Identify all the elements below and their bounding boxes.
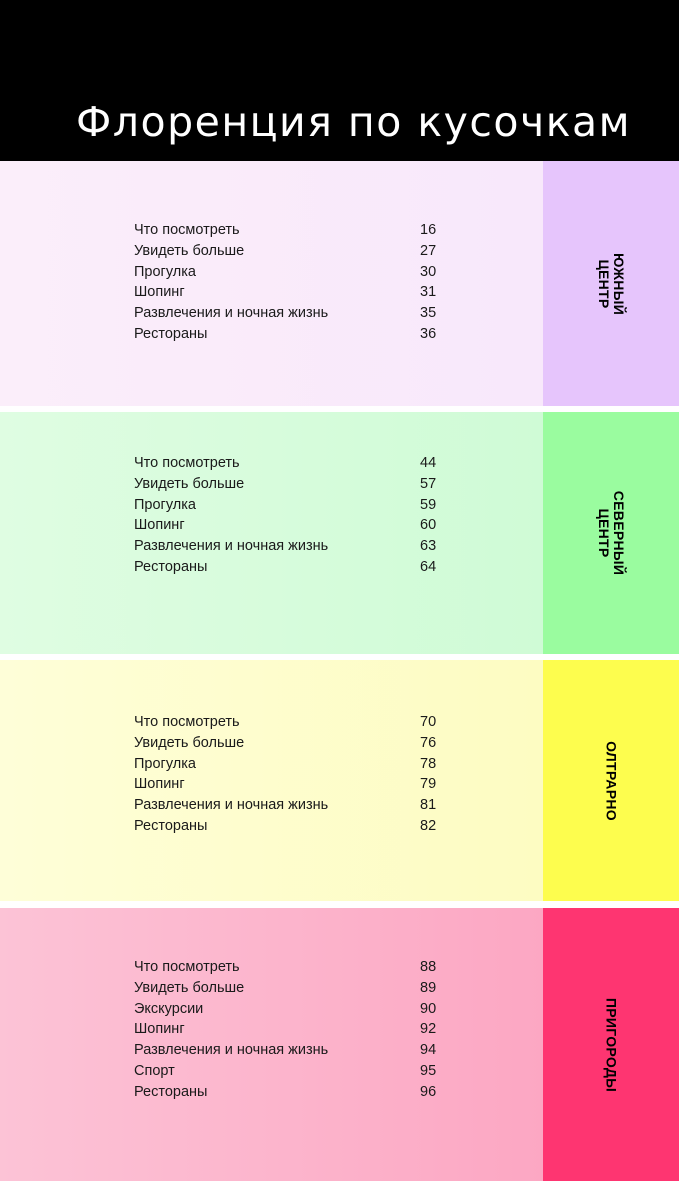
section-oltrarno: [0, 660, 679, 901]
toc-entry[interactable]: [134, 795, 444, 816]
toc-entry[interactable]: [134, 816, 444, 837]
toc-entry-title: Прогулка: [134, 755, 196, 772]
toc-entry[interactable]: [134, 978, 444, 999]
section-tab-label: ПРИГОРОДЫ: [603, 997, 620, 1092]
section-body: [0, 908, 543, 1181]
toc-entry-page: 57: [420, 475, 437, 492]
toc-entry-page: 90: [420, 1000, 437, 1017]
toc-entry[interactable]: [134, 1082, 444, 1103]
toc-entry-title: Рестораны: [134, 325, 208, 342]
toc-list: [134, 220, 444, 345]
toc-entry-page: 59: [420, 496, 437, 513]
toc-entry-page: 76: [420, 734, 437, 751]
toc-entry[interactable]: [134, 1061, 444, 1082]
toc-entry-page: 27: [420, 242, 437, 259]
toc-entry[interactable]: [134, 999, 444, 1020]
toc-entry-page: 30: [420, 263, 437, 280]
toc-entry-title: Что посмотреть: [134, 959, 240, 975]
toc-entry-page: 88: [420, 959, 437, 975]
toc-entry-title: Развлечения и ночная жизнь: [134, 1042, 329, 1059]
toc-entry[interactable]: [134, 557, 444, 578]
toc-entry-page: 35: [420, 305, 437, 322]
toc-entry-title: Развлечения и ночная жизнь: [134, 797, 329, 814]
toc-entry[interactable]: [134, 495, 444, 516]
toc-entry-title: Шопинг: [134, 517, 185, 534]
toc-entry[interactable]: [134, 1019, 444, 1040]
section-body: [0, 161, 543, 406]
toc-entry[interactable]: [134, 712, 444, 733]
toc-entry-title: Шопинг: [134, 776, 185, 793]
toc-entry-page: 36: [420, 325, 437, 342]
toc-entry[interactable]: [134, 774, 444, 795]
toc-entry[interactable]: [134, 453, 444, 474]
toc-entry-page: 95: [420, 1062, 437, 1079]
title-band: [0, 0, 679, 161]
toc-entry-title: Рестораны: [134, 558, 208, 575]
toc-entry-page: 81: [420, 797, 437, 814]
toc-entry[interactable]: [134, 474, 444, 495]
toc-entry-page: 64: [420, 558, 437, 575]
toc-entry-page: 70: [420, 714, 437, 730]
toc-entry-title: Что посмотреть: [134, 222, 240, 238]
section-tab[interactable]: [543, 908, 679, 1181]
toc-entry-page: 16: [420, 222, 437, 238]
toc-list: [134, 712, 444, 837]
toc-entry[interactable]: [134, 262, 444, 283]
toc-entry-page: 31: [420, 284, 437, 301]
toc-entry-page: 60: [420, 517, 437, 534]
toc-entry[interactable]: [134, 324, 444, 345]
page-title: Флоренция по кусочкам: [76, 98, 632, 146]
section-tab-label: СЕВЕРНЫЙ ЦЕНТР: [596, 490, 627, 576]
toc-entry-title: Экскурсии: [134, 1000, 204, 1017]
section-north-center: [0, 412, 679, 654]
toc-entry-page: 94: [420, 1042, 437, 1059]
toc-entry-title: Шопинг: [134, 1021, 185, 1038]
section-body: [0, 660, 543, 901]
toc-entry[interactable]: [134, 957, 444, 978]
section-tab[interactable]: [543, 412, 679, 654]
toc-entry-title: Рестораны: [134, 817, 208, 834]
toc-entry-page: 96: [420, 1083, 437, 1100]
toc-entry[interactable]: [134, 303, 444, 324]
toc-entry-title: Шопинг: [134, 284, 185, 301]
toc-entry-title: Что посмотреть: [134, 714, 240, 730]
toc-entry-title: Развлечения и ночная жизнь: [134, 538, 329, 555]
toc-entry-page: 79: [420, 776, 437, 793]
toc-entry[interactable]: [134, 220, 444, 241]
toc-entry-page: 82: [420, 817, 437, 834]
toc-entry[interactable]: [134, 536, 444, 557]
section-suburbs: [0, 908, 679, 1181]
toc-entry[interactable]: [134, 282, 444, 303]
section-south-center: [0, 161, 679, 406]
toc-entry-title: Что посмотреть: [134, 455, 240, 471]
section-tab[interactable]: [543, 161, 679, 406]
toc-entry-title: Спорт: [134, 1062, 175, 1079]
toc-entry[interactable]: [134, 733, 444, 754]
toc-entry[interactable]: [134, 241, 444, 262]
toc-entry-page: 89: [420, 979, 437, 996]
toc-entry-title: Рестораны: [134, 1083, 208, 1100]
toc-entry[interactable]: [134, 1040, 444, 1061]
section-tab[interactable]: [543, 660, 679, 901]
section-body: [0, 412, 543, 654]
toc-entry[interactable]: [134, 515, 444, 536]
toc-entry-page: 44: [420, 455, 437, 471]
toc-entry-title: Развлечения и ночная жизнь: [134, 305, 329, 322]
section-tab-label: ОЛТРАРНО: [603, 740, 620, 821]
section-tab-label: ЮЖНЫЙ ЦЕНТР: [596, 252, 627, 315]
toc-entry-page: 78: [420, 755, 437, 772]
toc-entry-title: Увидеть больше: [134, 979, 245, 996]
toc-entry-title: Увидеть больше: [134, 475, 245, 492]
toc-entry-title: Увидеть больше: [134, 734, 245, 751]
toc-entry-title: Прогулка: [134, 263, 196, 280]
toc-entry-page: 92: [420, 1021, 437, 1038]
toc-entry[interactable]: [134, 754, 444, 775]
toc-entry-page: 63: [420, 538, 437, 555]
toc-entry-title: Прогулка: [134, 496, 196, 513]
toc-list: [134, 957, 444, 1103]
toc-list: [134, 453, 444, 578]
toc-entry-title: Увидеть больше: [134, 242, 245, 259]
